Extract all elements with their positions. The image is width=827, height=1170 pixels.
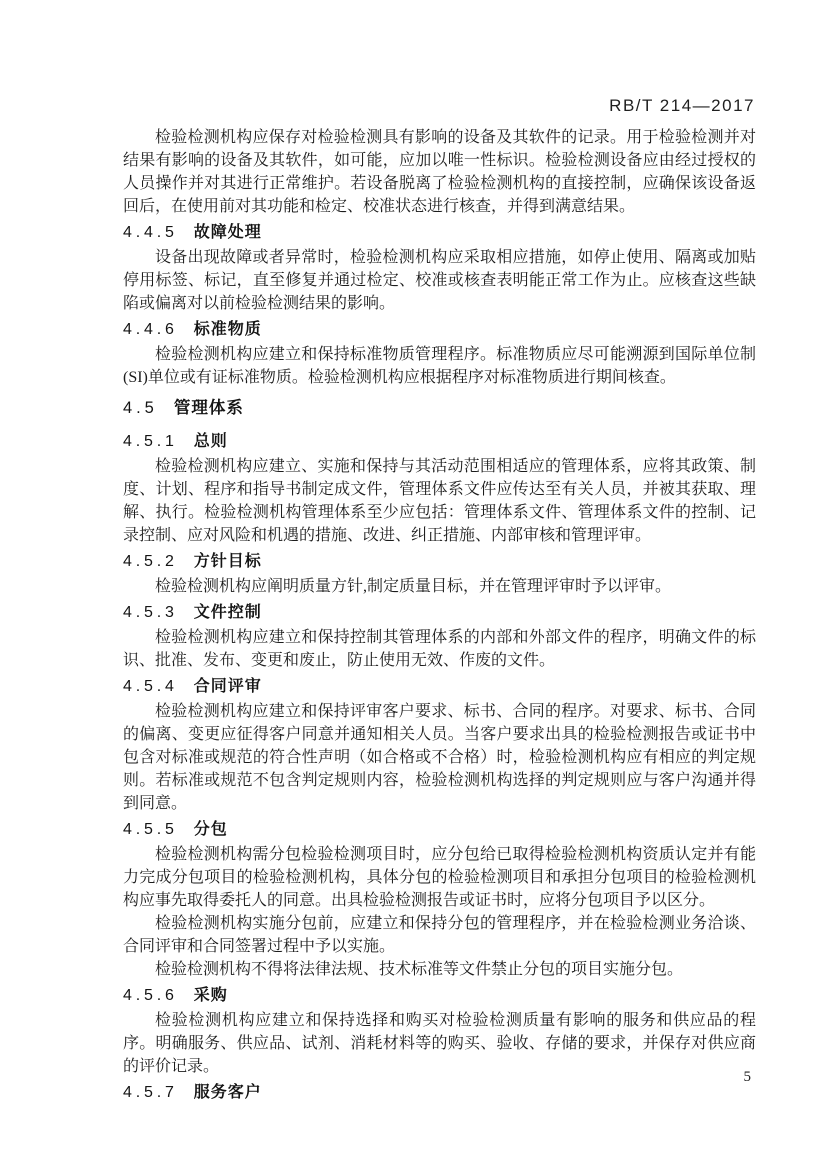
body-paragraph: 检验检测机构应建立和保持标准物质管理程序。标准物质应尽可能溯源到国际单位制(SI)单位或有证标准物质。检验检测机构应根据程序对标准物质进行期间核查。 (123, 346, 756, 386)
body-paragraph: 检验检测机构不得将法律法规、技术标准等文件禁止分包的项目实施分包。 (155, 961, 684, 978)
document-body (123, 126, 756, 1106)
clause-number: 4.5.2 (123, 553, 178, 570)
clause-title: 管理体系 (173, 399, 244, 417)
clause-number: 4.5.7 (123, 1084, 178, 1101)
clause-number: 4.5.3 (123, 604, 178, 621)
clause-number: 4.5.5 (123, 821, 178, 838)
clause-heading (123, 1081, 756, 1104)
clause-title: 故障处理 (193, 224, 262, 241)
page-number: 5 (743, 1069, 751, 1085)
body-paragraph: 设备出现故障或者异常时，检验检测机构应采取相应措施，如停止使用、隔离或加贴停用标签、标记，直至修复并通过检定、校准或核查表明能正常工作为止。应核查这些缺陷或偏离对以前检验检测结果的影响。 (123, 249, 756, 312)
body-paragraph: 检验检测机构应保存对检验检测具有影响的设备及其软件的记录。用于检验检测并对结果有影响的设备及其软件，如可能，应加以唯一性标识。检验检测设备应由经过授权的人员操作并对其进行正常维护。若设备脱离了检验检测机构的直接控制，应确保该设备返回后，在使用前对其功能和检定、校准状态进行核查，并得到满意结果。 (123, 129, 756, 215)
clause-number: 4.4.6 (123, 321, 178, 338)
clause-number: 4.5.1 (123, 433, 178, 450)
clause-title: 分包 (193, 821, 228, 838)
clause-number: 4.5 (123, 399, 158, 417)
clause-heading (123, 430, 756, 453)
clause-heading (123, 318, 756, 341)
clause-heading (123, 984, 756, 1007)
body-paragraph: 检验检测机构实施分包前，应建立和保持分包的管理程序，并在检验检测业务洽谈、合同评审和合同签署过程中予以实施。 (123, 915, 756, 955)
document-number: RB/T 214—2017 (609, 96, 755, 115)
clause-heading (123, 601, 756, 624)
clause-heading (123, 675, 756, 698)
clause-title: 总则 (193, 433, 228, 450)
clause-number: 4.5.6 (123, 987, 178, 1004)
clause-title: 标准物质 (193, 321, 262, 338)
clause-heading (123, 818, 756, 841)
clause-title: 方针目标 (193, 553, 262, 570)
body-paragraph: 检验检测机构应建立、实施和保持与其活动范围相适应的管理体系，应将其政策、制度、计划、程序和指导书制定成文件，管理体系文件应传达至有关人员，并被其获取、理解、执行。检验检测机构管理体系至少应包括：管理体系文件、管理体系文件的控制、记录控制、应对风险和机遇的措施、改进、纠正措施、内部审核和管理评审。 (123, 458, 756, 544)
body-paragraph: 检验检测机构应建立和保持评审客户要求、标书、合同的程序。对要求、标书、合同的偏离、变更应征得客户同意并通知相关人员。当客户要求出具的检验检测报告或证书中包含对标准或规范的符合性声明（如合格或不合格）时，检验检测机构应有相应的判定规则。若标准或规范不包含判定规则内容，检验检测机构选择的判定规则应与客户沟通并得到同意。 (123, 703, 756, 812)
clause-title: 采购 (193, 987, 228, 1004)
body-paragraph: 检验检测机构应建立和保持控制其管理体系的内部和外部文件的程序，明确文件的标识、批准、发布、变更和废止，防止使用无效、作废的文件。 (123, 629, 756, 669)
clause-title: 服务客户 (193, 1084, 262, 1101)
body-paragraph: 检验检测机构应建立和保持选择和购买对检验检测质量有影响的服务和供应品的程序。明确服务、供应品、试剂、消耗材料等的购买、验收、存储的要求，并保存对供应商的评价记录。 (123, 1012, 756, 1075)
clause-heading (123, 397, 756, 420)
clause-title: 合同评审 (193, 678, 262, 695)
body-paragraph: 检验检测机构应阐明质量方针,制定质量目标，并在管理评审时予以评审。 (155, 578, 672, 595)
clause-number: 4.4.5 (123, 224, 178, 241)
clause-heading (123, 221, 756, 244)
clause-title: 文件控制 (193, 604, 262, 621)
clause-heading (123, 550, 756, 573)
clause-number: 4.5.4 (123, 678, 178, 695)
body-paragraph: 检验检测机构需分包检验检测项目时，应分包给已取得检验检测机构资质认定并有能力完成分包项目的检验检测机构，具体分包的检验检测项目和承担分包项目的检验检测机构应事先取得委托人的同意。出具检验检测报告或证书时，应将分包项目予以区分。 (123, 846, 756, 909)
